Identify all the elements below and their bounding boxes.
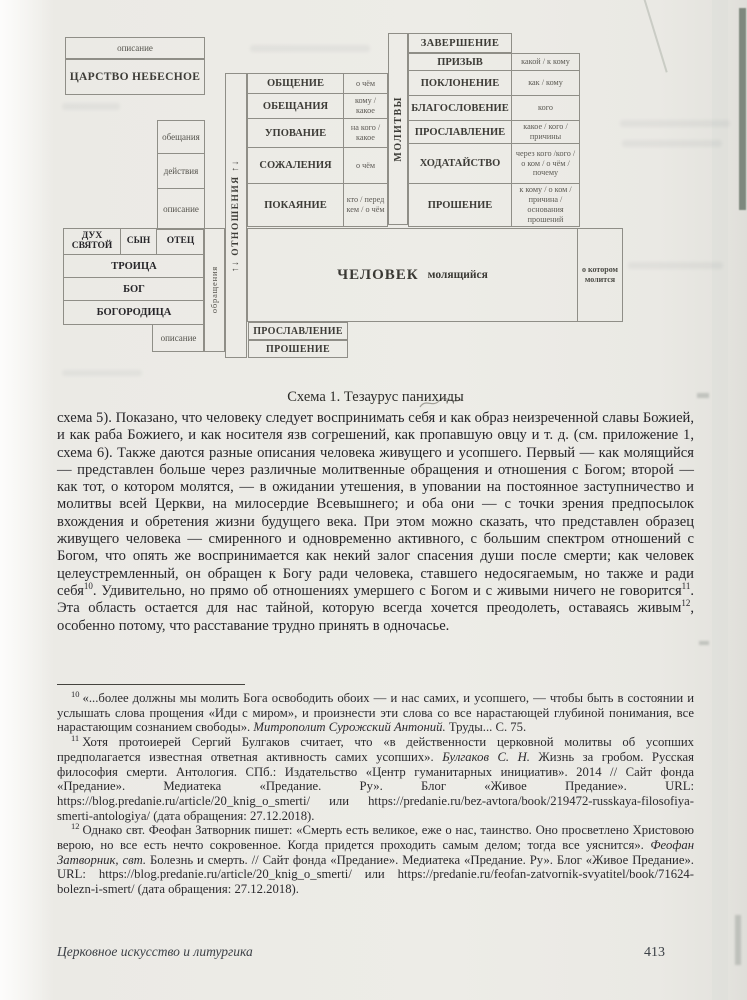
box-description-mid: описание <box>163 204 199 214</box>
footnote-marker: 10 <box>71 688 80 699</box>
middle-column <box>247 73 388 227</box>
person-box <box>247 228 623 322</box>
footnote-reference: 10 <box>83 581 93 592</box>
relations-strip <box>225 73 247 358</box>
box-promises-row: ОБЕЩАНИЯ <box>248 94 344 118</box>
box-glorification-detail: какое / кого / причины <box>523 122 568 141</box>
box-description-bottom: описание <box>152 324 205 352</box>
scan-light-edge <box>0 0 55 1000</box>
mini-column <box>157 120 205 230</box>
box-petition: ПРОШЕНИЕ <box>409 184 512 226</box>
box-repentance-detail: кто / перед кем / о чём <box>346 195 385 214</box>
text-segment: , особенно потому, что расставание трудно принять в одночасье. <box>57 600 694 634</box>
footnote-10 <box>57 688 694 735</box>
footnote-marker: 11 <box>71 732 80 743</box>
box-father: ОТЕЦ <box>166 235 195 246</box>
box-description-top: описание <box>65 37 205 59</box>
footnote-reference: 12 <box>681 598 691 609</box>
box-kingdom-of-heaven: ЦАРСТВО НЕБЕСНОЕ <box>65 59 205 95</box>
person-label: ЧЕЛОВЕК <box>337 266 419 283</box>
box-communion-detail: о чём <box>355 78 376 88</box>
box-worship: ПОКЛОНЕНИЕ <box>409 71 512 95</box>
text-segment: Труды... С. 75. <box>445 720 527 735</box>
scan-smudge <box>735 915 741 965</box>
person-side-note: о котором молится <box>577 229 622 321</box>
bleed-through-artifact <box>622 140 722 147</box>
box-promises-detail: кому / какое <box>354 96 377 115</box>
footnotes <box>57 688 695 897</box>
prayers-label: МОЛИТВЫ <box>392 96 404 162</box>
box-hope-detail: на кого / какое <box>350 123 381 142</box>
right-column <box>408 53 580 227</box>
box-trinity: ТРОИЦА <box>64 255 204 278</box>
box-promises: обещания <box>158 121 204 154</box>
box-call: ПРИЗЫВ <box>409 54 512 70</box>
box-god: БОГ <box>64 278 204 301</box>
box-son: СЫН <box>121 229 157 254</box>
text-segment: . Удивительно, но прямо об отношениях умершего с Богом и с живыми ничего не говорится <box>92 582 682 599</box>
page-number: 413 <box>644 945 665 960</box>
text-segment: «...более должны мы молить Бога освободить обоих — и нас самих, и усопшего, — чтобы быть в состоянии и услышать слова прощения «Иди с миром», и произнести эти слова со все нарастающей глубиной понимания, все нарастающим сознанием свободы». <box>57 691 694 735</box>
page-fold-line <box>643 0 668 73</box>
bleed-through-artifact <box>62 103 120 110</box>
box-hope: УПОВАНИЕ <box>248 119 344 147</box>
box-glorification: ПРОСЛАВЛЕНИЕ <box>409 121 512 143</box>
trinity-block <box>63 228 205 325</box>
bleed-through-artifact <box>62 370 142 376</box>
box-petition-detail: к кому / о ком /причина / основания прошений <box>519 185 572 224</box>
box-blessing-detail: кого <box>538 103 553 113</box>
box-petition-bottom: ПРОШЕНИЕ <box>248 340 348 358</box>
footnote-11 <box>57 732 695 823</box>
bleed-through-artifact <box>250 45 370 52</box>
person-sublabel: молящийся <box>427 269 488 281</box>
footnote-marker: 12 <box>71 821 80 832</box>
box-completion: ЗАВЕРШЕНИЕ <box>408 33 512 53</box>
prayers-strip <box>388 33 408 225</box>
footnote-12 <box>57 823 694 897</box>
scan-edge-band <box>712 0 728 1000</box>
box-theotokos: БОГОРОДИЦА <box>96 307 172 318</box>
text-segment: Булгаков С. Н. <box>442 749 530 764</box>
box-communion: ОБЩЕНИЕ <box>248 74 344 93</box>
text-segment: схема 5). Показано, что человеку следует воспринимать себя и как образ неизреченной славы Божией, и как раба Божиего, и как носителя язв согрешений, как пропавшую овцу и т. д. (см. приложение 1, схема 6). Также даются разные описания человека живущего и усопшего. Первый — как молящийся — представлен больше через различные молитвенные обращения и отношения с Богом; второй — как тот, о котором молятся, — в ожидании утешения, в уповании на постоянное заступничество и молитвы всей Церкви, на милосердие Всевышнего; и оба они — с точки зрения предпосылок вхождения и обретения жизни будущего века. При этом можно сказать, что представлен образец живущего человека — смиренного и одновременно активного, с большим спектром отношений с Богом, что опять же воспринимается как некий залог спасения души после смерти; как человек целеустремленный, он обращен к Богу ради человека, ставшего недосягаемым, но также и ради себя <box>57 410 694 599</box>
box-regrets-detail: о чём <box>355 160 376 170</box>
box-holy-spirit: ДУХ СВЯТОЙ <box>64 229 121 254</box>
scheme-caption: Схема 1. Тезаурус панихиды <box>287 389 464 405</box>
footnote-separator <box>57 684 245 685</box>
text-segment: Митрополит Сурожский Антоний. <box>253 720 446 735</box>
text-segment: Хотя протоиерей Сергий Булгаков считает, что «в действенности церковной молитвы об усопших предполагается известная ответная активность самих усопших». <box>57 735 694 764</box>
box-intercession-detail: через кого /кого /о ком / о чём / почему <box>515 148 576 178</box>
box-glorification-bottom: ПРОСЛАВЛЕНИЕ <box>248 322 348 340</box>
text-segment: Феофан Затворник, свт. <box>57 838 694 867</box>
page-footer <box>57 944 665 961</box>
box-call-detail: какой / к кому <box>521 57 570 67</box>
running-title: Церковное искусство и литургика <box>57 944 253 959</box>
footnote-reference: 11 <box>681 581 691 592</box>
box-repentance: ПОКАЯНИЕ <box>248 184 344 226</box>
scan-smudge <box>697 393 709 398</box>
text-segment: Жизнь за гробом. Русская философия смерти. Антология. СПб.: Издательство «Центр гуманитарных инициатив». 2014 // Сайт фонда «Предание». Медиатека «Предание. Ру». Блог «Живое Предание». URL: https://blog.predanie.ru/article/20_knig_o_smerti/ или https://predanie.ru/bez-avtora/book/219472-russkaya-filosofiya-smerti-antologiya/ (дата обращения: 27.12.2018). <box>57 749 695 823</box>
body-paragraph <box>57 410 694 635</box>
scan-edge-strip <box>739 8 746 210</box>
text-segment: . Эта область остается для нас тайной, которую всегда хочется преодолеть, оставаясь живым <box>57 582 694 617</box>
box-intercession: ХОДАТАЙСТВО <box>409 144 512 183</box>
scan-smudge <box>699 641 709 645</box>
box-regrets: СОЖАЛЕНИЯ <box>248 148 344 183</box>
text-segment: Болезнь и смерть. // Сайт фонда «Предание». Медиатека «Предание. Ру». Блог «Живое Предание». URL: https://blog.predanie.ru/article/20_knig_o_smerti/ или https://predanie.ru/feofan-zatvornik-svyatitel/book/71624-bolezn-i-smert/ (дата обращения: 27.12.2018). <box>57 852 694 897</box>
relations-label: ↑↓ ОТНОШЕНИЯ ↑↓ <box>231 158 241 273</box>
bleed-through-artifact <box>620 120 730 127</box>
bleed-through-artifact <box>628 262 723 269</box>
appeals-strip <box>203 228 225 352</box>
appeals-label: обращения <box>209 266 219 314</box>
box-actions: действия <box>158 154 204 189</box>
box-worship-detail: как / кому <box>528 78 563 88</box>
person-main <box>248 267 577 284</box>
box-blessing: БЛАГОСЛОВЕНИЕ <box>409 96 512 120</box>
text-segment: Однако свт. Феофан Затворник пишет: «Смерть есть великое, еже о нас, таинство. Оно просветлено Христовою верою, но все есть нечто сокровенное. Когда придется проходить самым делом; тогда все уяснится». <box>57 823 694 853</box>
